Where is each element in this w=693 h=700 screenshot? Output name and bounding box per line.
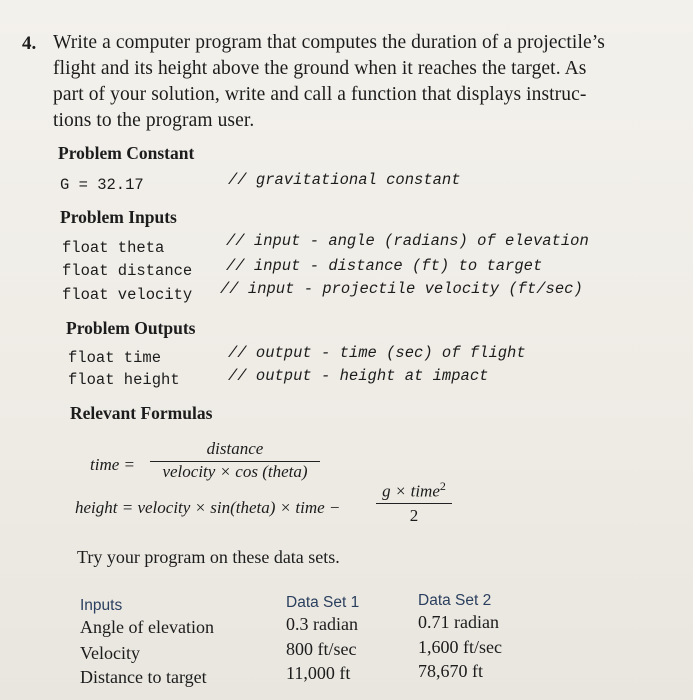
problem-number: 4. [22,33,37,54]
table-header-set2: Data Set 2 [418,592,492,609]
problem-line: Write a computer program that computes the duration of a projectile’s [53,32,605,53]
row-set2-velocity: 1,600 ft/sec [418,637,502,657]
row-set2-distance: 78,670 ft [418,661,483,681]
output-decl-time: float time [68,349,162,367]
try-instruction: Try your program on these data sets. [77,547,340,567]
output-comment-time: // output - time (sec) of flight [228,344,526,362]
output-decl-height: float height [68,371,180,389]
problem-statement [53,30,683,134]
row-set2-angle: 0.71 radian [418,612,499,632]
input-comment-velocity: // input - projectile velocity (ft/sec) [220,280,583,298]
input-comment-distance: // input - distance (ft) to target [226,257,543,275]
row-set1-distance: 11,000 ft [286,663,351,683]
problem-line: part of your solution, write and call a function that displays instruc- [53,84,587,105]
time-formula-denominator: velocity × cos (theta) [162,462,308,481]
height-numerator-exponent: 2 [439,479,446,493]
row-set1-velocity: 800 ft/sec [286,639,357,659]
inputs-heading: Problem Inputs [60,207,177,227]
row-label-distance: Distance to target [80,667,207,687]
table-header-inputs: Inputs [80,597,123,614]
row-label-velocity: Velocity [80,643,140,663]
constant-comment: // gravitational constant [228,171,461,189]
output-comment-height: // output - height at impact [228,367,489,385]
input-comment-theta: // input - angle (radians) of elevation [226,232,589,250]
input-decl-theta: float theta [62,239,165,257]
input-decl-distance: float distance [62,262,193,280]
row-set1-angle: 0.3 radian [286,614,358,634]
row-label-angle: Angle of elevation [80,617,214,637]
height-fraction-bar [376,503,452,504]
constant-heading: Problem Constant [58,143,195,163]
problem-line: tions to the program user. [53,110,255,131]
height-formula-numerator [374,479,454,502]
table-header-set1: Data Set 1 [286,594,360,611]
height-formula-lhs: height = velocity × sin(theta) × time − [75,498,341,517]
height-numerator-base: g × time [382,481,440,501]
outputs-heading: Problem Outputs [66,318,196,338]
height-formula-denominator: 2 [409,506,419,525]
formulas-heading: Relevant Formulas [70,403,213,423]
constant-decl: G = 32.17 [60,176,144,194]
problem-line: flight and its height above the ground when it reaches the target. As [53,58,587,79]
time-formula-lhs: time = [90,455,135,474]
input-decl-velocity: float velocity [62,286,193,304]
time-formula-numerator: distance [206,439,264,458]
